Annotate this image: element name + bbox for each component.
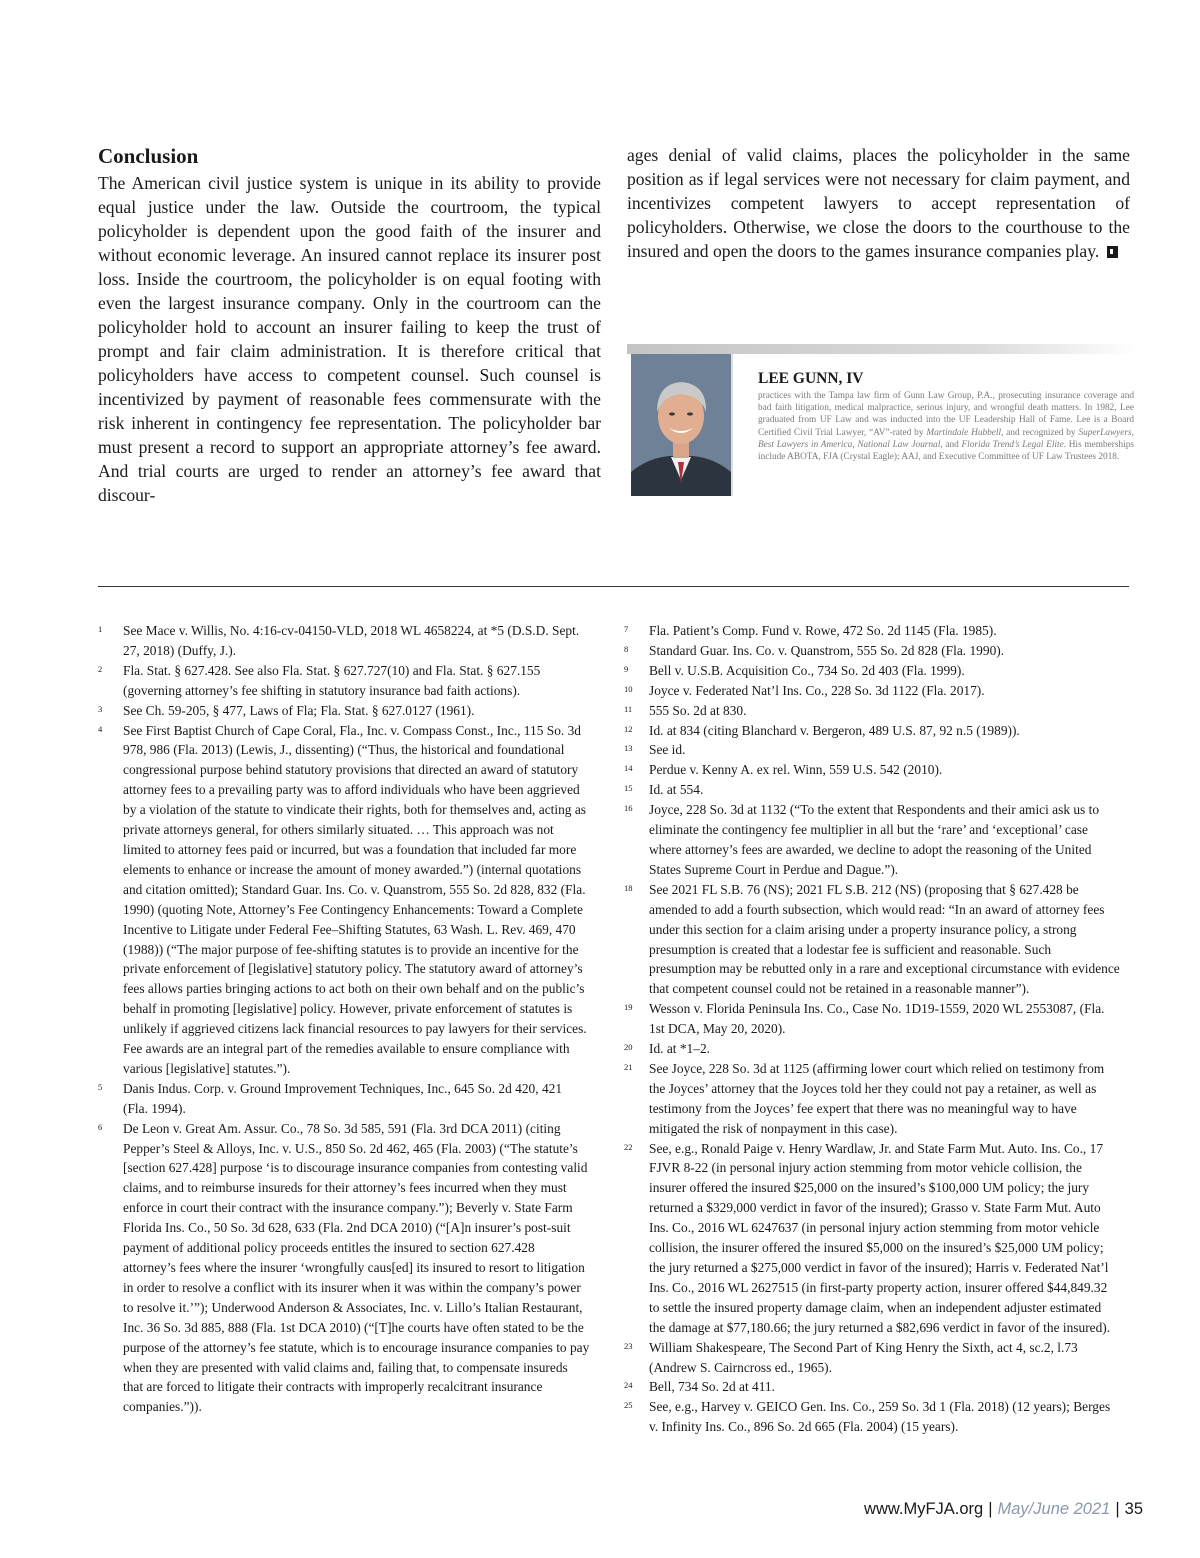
footnote — [98, 1079, 590, 1119]
footnote-number: 16 — [624, 803, 633, 814]
footnote-number: 25 — [624, 1400, 633, 1411]
footnote-text: Id. at *1–2. — [649, 1041, 710, 1057]
footnote-number: 4 — [98, 723, 103, 734]
footnote-number: 1 — [98, 624, 103, 634]
footnote-number: 7 — [624, 624, 629, 634]
bio-part-c: , and — [940, 439, 962, 450]
footnote-text: Fla. Patient’s Comp. Fund v. Rowe, 472 So. 2d 1145 (Fla. 1985). — [649, 623, 997, 638]
footnote — [624, 641, 1120, 661]
footnote — [624, 800, 1120, 880]
footnote-number: 6 — [98, 1121, 103, 1132]
author-bio-box — [627, 344, 1137, 504]
footnote — [98, 721, 590, 1079]
footnote-number: 3 — [98, 703, 103, 714]
footnote — [624, 721, 1120, 741]
footnote — [624, 1039, 1120, 1059]
footnote-number: 9 — [624, 663, 629, 674]
conclusion-paragraph-part2-text: ages denial of valid claims, places the policyholder in the same position as if legal services were not necessary for claim payment, and incentivizes competent lawyers to accept representation of policyholders. Otherwise, we close the doors to the courthouse to the insured and open the doors to the games insurance companies play. — [627, 145, 1130, 261]
footnote — [98, 701, 590, 721]
footnote-number: 20 — [624, 1042, 633, 1053]
footnote — [624, 681, 1120, 701]
footnote-number: 22 — [624, 1141, 633, 1152]
footnote-text: 555 So. 2d at 830. — [649, 702, 747, 718]
footnote-number: 24 — [624, 1380, 633, 1391]
footnote-text: See Mace v. Willis, No. 4:16-cv-04150-VLD, 2018 WL 4658224, at *5 (D.S.D. Sept. 27, 2018) (Duffy, J.). — [123, 623, 580, 658]
footnote — [624, 740, 1120, 760]
footnote — [624, 760, 1120, 780]
footnote — [624, 661, 1120, 681]
bio-header-bar — [627, 344, 1137, 354]
author-name: LEE GUNN, IV — [758, 370, 864, 387]
bio-part-a: practices with the Tampa law firm of Gunn Law Group, P.A., prosecuting insurance coverage and bad faith litigation, medical malpractice, serious injury, and wrongful death matters. In 1982, Lee graduated from UF Law and was inducted into the UF Leadership Hall of Fame. Lee is a Board Certified Civil Trial Lawyer, “AV”-rated by — [758, 391, 1134, 438]
bio-italic-2: SuperLawyers, Best Lawyers in America, National Law Journal — [758, 427, 1134, 450]
footnote-text: Id. at 834 (citing Blanchard v. Bergeron, 489 U.S. 87, 92 n.5 (1989)). — [649, 722, 1020, 738]
conclusion-paragraph-part2 — [627, 143, 1130, 263]
footnote-number: 15 — [624, 783, 633, 794]
bio-part-d: . His memberships include ABOTA, FJA (Crystal Eagle); AAJ, and Executive Committee of UF Law Trustees 2018. — [758, 439, 1134, 463]
footnote-text: See First Baptist Church of Cape Coral, Fla., Inc. v. Compass Const., Inc., 115 So. 3d 978, 986 (Fla. 2013) (Lewis, J., dissenting) (“Thus, the historical and foundational congressional purpose behind statutory provisions that directed an award of statutory attorney fees to a prevailing party was to afford individuals who have been aggrieved by a violation of the statute to vindicate their rights, both for themselves and, acting as private attorneys general, for others similarly situated. … This approach was not limited to attorney fees paid or incurred, but was a foundation that included far more elements to enhance or increase the amount of money awarded.”) (internal quotations and citation omitted); Standard Guar. Ins. Co. v. Quanstrom, 555 So. 2d 828, 832 (Fla. 1990) (quoting Note, Attorney’s Fee Contingency Enhancements: Toward a Complete Incentive to Litigate under Federal Fee–Shifting Statutes, 63 Wash. L. Rev. 469, 470 (1988)) (“The major purpose of fee-shifting statutes is to provide an incentive for the private enforcement of [legislative] statutory policy. The statutory award of attorney’s fees allows parties bringing actions to act both on their own behalf and on the public’s behalf in promoting [legislative] policy. However, private enforcement of statutes is unlikely if aggrieved citizens lack financial resources to pay lawyers for their services. Fee awards are an integral part of the remedies available to ensure compliance with various [legislative] statutes.”). — [123, 722, 587, 1076]
footnote-text: Perdue v. Kenny A. ex rel. Winn, 559 U.S. 542 (2010). — [649, 762, 943, 778]
footnote-number: 19 — [624, 1002, 633, 1013]
footer-separator: | — [988, 1500, 993, 1518]
end-of-article-icon — [1107, 246, 1118, 258]
footnote — [624, 780, 1120, 800]
footnote — [624, 880, 1120, 999]
author-bio-description — [758, 390, 1134, 463]
footnote-text: Wesson v. Florida Peninsula Ins. Co., Case No. 1D19-1559, 2020 WL 2553087, (Fla. 1st DCA, May 20, 2020). — [649, 1001, 1105, 1037]
footnote-number: 10 — [624, 683, 633, 694]
footnote — [624, 999, 1120, 1039]
footnote-number: 21 — [624, 1061, 633, 1072]
footnote-text: Joyce v. Federated Nat’l Ins. Co., 228 So. 3d 1122 (Fla. 2017). — [649, 682, 985, 698]
footnote-number: 13 — [624, 743, 633, 754]
footnote-number: 5 — [98, 1081, 103, 1092]
footnotes-left-column — [98, 621, 590, 1417]
author-bio-text — [758, 370, 1134, 463]
footnote-number: 14 — [624, 763, 633, 774]
footnote-text: See Ch. 59-205, § 477, Laws of Fla; Fla. Stat. § 627.0127 (1961). — [123, 702, 475, 718]
footnote-text: Id. at 554. — [649, 782, 704, 798]
footnote-number: 11 — [624, 703, 633, 714]
section-heading: Conclusion — [98, 144, 199, 168]
article-left-column — [98, 143, 601, 507]
footnote — [624, 1377, 1120, 1397]
footnotes-divider — [98, 586, 1129, 587]
footnote-text: Fla. Stat. § 627.428. See also Fla. Stat. § 627.727(10) and Fla. Stat. § 627.155 (governing attorney’s fee shifting in statutory insurance bad faith actions). — [123, 662, 541, 698]
conclusion-paragraph-part1: The American civil justice system is unique in its ability to provide equal justice under the law. Outside the courtroom, the typical policyholder is dependent upon the good faith of the insurer and without economic leverage. An insured cannot replace its insurer post loss. Inside the courtroom, the policyholder is on equal footing with even the largest insurance company. Only in the courtroom can the policyholder hold to account an insurer failing to keep the trust of prompt and fair claim administration. It is therefore critical that policyholders have access to competent counsel. Such counsel is incentivized by payment of reasonable fees commensurate with the risk inherent in contingency fee representation. The policyholder bar must present a record to support an appropriate attorney’s fee award. And trial courts are urged to render an attorney’s fee award that discour- — [98, 173, 601, 505]
footnote — [624, 1139, 1120, 1338]
footnote — [624, 1397, 1120, 1437]
footer-issue: May/June 2021 — [997, 1500, 1111, 1518]
footnote — [624, 701, 1120, 721]
footnote-number: 18 — [624, 882, 633, 893]
footnote-text: De Leon v. Great Am. Assur. Co., 78 So. 3d 585, 591 (Fla. 3rd DCA 2011) (citing Pepper’s Steel & Alloys, Inc. v. U.S., 850 So. 2d 462, 465 (Fla. 2003) (“The statute’s [section 627.428] purpose ‘is to discourage insurance companies from contesting valid claims, and to reimburse insureds for their attorney’s fees incurred when they must enforce in court their contract with the insurance company.”); Beverly v. State Farm Florida Ins. Co., 50 So. 3d 628, 633 (Fla. 2nd DCA 2010) (“[A]n insurer’s post-suit payment of additional policy proceeds entitles the insured to section 627.428 attorney’s fees where the insurer ‘wrongfully caus[ed] its insured to resort to litigation in order to resolve a conflict with its insurer when it was within the company’s power to resolve it.’”); Underwood Anderson & Associates, Inc. v. Lillo’s Italian Restaurant, Inc. 36 So. 3d 885, 888 (Fla. 1st DCA 2010) (“[T]he courts have often stated to be the purpose of the attorney’s fee statute, which is to encourage insurance companies to pay when they are presented with valid claims and, failing that, to compensate insureds that are forced to litigate their contracts with improperly recalcitrant insurance companies.”)). — [123, 1120, 590, 1415]
footnote — [624, 1059, 1120, 1139]
footnote-number: 12 — [624, 723, 633, 734]
footnote — [98, 1119, 590, 1418]
footnote-text: See, e.g., Ronald Paige v. Henry Wardlaw, Jr. and State Farm Mut. Auto. Ins. Co., 17 FJVR 8-22 (in personal injury action stemming from motor vehicle collision, the insurer offered the insured $25,000 on the insured’s $100,000 UM policy; the jury returned a $329,000 verdict in favor of the insured); Grasso v. State Farm Mut. Auto Ins. Co., 2016 WL 6247637 (in personal injury action stemming from motor vehicle collision, the insurer offered the insured $5,000 on the insured’s $25,000 UM policy; the jury returned a $275,000 verdict in favor of the insured); Harris v. Federated Nat’l Ins. Co., 2016 WL 2627515 (in first-party property action, insurer offered $44,849.32 to settle the insured property damage claim, when an independent adjuster estimated the damage at $77,180.66; the jury returned a $82,696 verdict in favor of the insured). — [649, 1140, 1111, 1335]
footnote-text: See Joyce, 228 So. 3d at 1125 (affirming lower court which relied on testimony from the Joyces’ attorney that the Joyces told her they could not pay a retainer, as well as testimony from the Joyces’ fee expert that there was no meaningful way to have mitigated the risk of nonpayment in this case). — [649, 1060, 1105, 1136]
author-portrait-icon — [631, 354, 731, 496]
footnote-text: Standard Guar. Ins. Co. v. Quanstrom, 555 So. 2d 828 (Fla. 1990). — [649, 642, 1005, 658]
footnote-text: Bell v. U.S.B. Acquisition Co., 734 So. 2d 403 (Fla. 1999). — [649, 662, 965, 678]
footnote — [98, 661, 590, 701]
page-number: 35 — [1124, 1500, 1143, 1518]
footnote-text: Bell, 734 So. 2d at 411. — [649, 1379, 775, 1395]
footnote — [624, 1338, 1120, 1378]
footnote-text: See, e.g., Harvey v. GEICO Gen. Ins. Co., 259 So. 3d 1 (Fla. 2018) (12 years); Berges v. Infinity Ins. Co., 896 So. 2d 665 (Fla. 2004) (15 years). — [649, 1399, 1111, 1435]
footnote-text: Danis Indus. Corp. v. Ground Improvement Techniques, Inc., 645 So. 2d 420, 421 (Fla. 1994). — [123, 1080, 563, 1116]
footnote-text: Joyce, 228 So. 3d at 1132 (“To the extent that Respondents and their amici ask us to eliminate the contingency fee multiplier in all but the ‘rare’ and ‘exceptional’ case where attorney’s fees are awarded, we decline to adopt the reasoning of the United States Supreme Court in Perdue and Dague.”). — [649, 802, 1100, 877]
bio-italic-1: Martindale Hubbell — [926, 427, 1002, 438]
footnote — [624, 621, 1120, 641]
footnote — [98, 621, 590, 661]
footnote-text: William Shakespeare, The Second Part of King Henry the Sixth, act 4, sc.2, l.73 (Andrew S. Cairncross ed., 1965). — [649, 1339, 1078, 1375]
footnote-text: See id. — [649, 742, 686, 758]
page-footer — [864, 1500, 1143, 1519]
footnote-number: 23 — [624, 1340, 633, 1351]
bio-italic-3: Florida Trend’s Legal Elite — [961, 439, 1064, 450]
bio-part-b: , and recognized by — [1001, 427, 1079, 438]
article-right-column — [627, 143, 1130, 263]
footnote-text: See 2021 FL S.B. 76 (NS); 2021 FL S.B. 212 (NS) (proposing that § 627.428 be amended to add a fourth subsection, which would read: “In an award of attorney fees under this section for a claim arising under a property insurance policy, a strong presumption is created that a lodestar fee is sufficient and reasonable. Such presumption may be rebutted only in a rare and exceptional circumstance with evidence that competent counsel could not be retained in a reasonable manner”). — [649, 881, 1120, 997]
footnotes-right-column — [624, 621, 1120, 1437]
footnote-number: 8 — [624, 643, 629, 654]
author-photo — [631, 354, 733, 496]
footer-separator: | — [1115, 1500, 1120, 1518]
footnote-number: 2 — [98, 663, 103, 674]
footer-site-link[interactable]: www.MyFJA.org — [864, 1500, 984, 1518]
